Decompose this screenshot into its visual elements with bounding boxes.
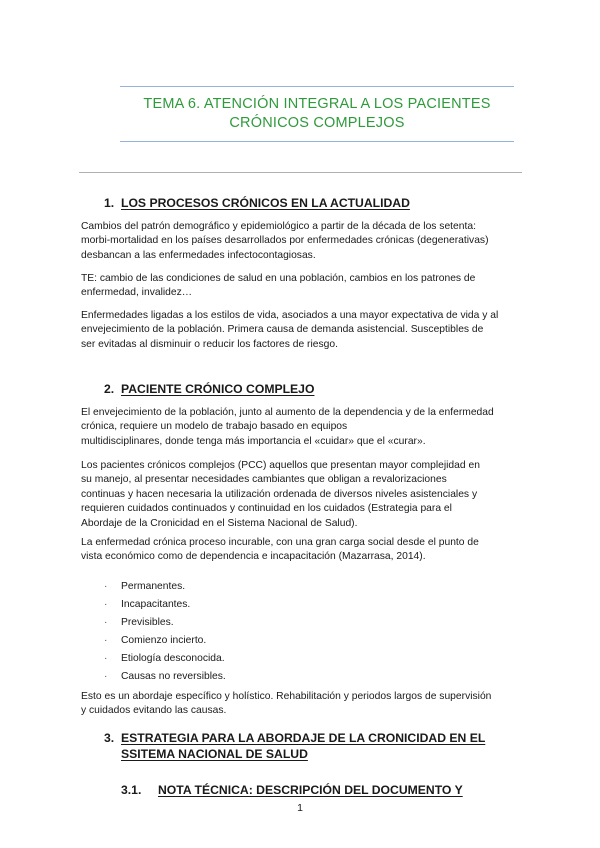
paragraph-line: Los pacientes crónicos complejos (PCC) aquellos que presentan mayor complejidad en	[81, 460, 480, 471]
bullet-icon: ·	[104, 599, 108, 610]
subsection-3-1-number: 3.1.	[121, 783, 142, 797]
title-top-rule	[120, 86, 514, 87]
list-item-text: Permanentes.	[121, 581, 186, 592]
bullet-icon: ·	[104, 653, 108, 664]
paragraph-3	[81, 309, 521, 352]
section-2-heading	[104, 382, 314, 396]
paragraph-4	[81, 406, 521, 449]
paragraph-5	[81, 459, 521, 531]
list-item	[104, 614, 226, 632]
list-item	[104, 632, 226, 650]
paragraph-line: crónica, requiere un modelo de trabajo basado en equipos	[81, 421, 348, 433]
page-number: 1	[297, 802, 303, 814]
paragraph-line: morbi-mortalidad en los países desarrollados por enfermedades crónicas (degenerativas)	[81, 235, 489, 247]
paragraph-line: y cuidados evitando las causas.	[81, 705, 227, 717]
list-item	[104, 596, 226, 614]
list-item-text: Previsibles.	[121, 617, 174, 628]
section-1-number: 1.	[104, 196, 115, 210]
paragraph-line: multidisciplinares, donde tenga más importancia el «cuidar» que el «curar».	[81, 435, 426, 447]
section-2-title: PACIENTE CRÓNICO COMPLEJO	[121, 382, 315, 396]
list-item	[104, 650, 226, 668]
list-item	[104, 668, 226, 686]
title-line-2: CRÓNICOS COMPLEJOS	[229, 115, 405, 131]
paragraph-2	[81, 272, 521, 301]
bullet-icon: ·	[104, 617, 108, 628]
paragraph-1	[81, 220, 521, 263]
paragraph-line: ser evitadas al disminuir o reducir los factores de riesgo.	[81, 338, 338, 350]
section-3-title-line-2: SSITEMA NACIONAL DE SALUD	[121, 747, 308, 761]
list-item-text: Comienzo incierto.	[121, 635, 207, 646]
paragraph-line: La enfermedad crónica proceso incurable, con una gran carga social desde el punto de	[81, 537, 479, 548]
title-line-1: TEMA 6. ATENCIÓN INTEGRAL A LOS PACIENTES	[143, 96, 491, 112]
section-3-number: 3.	[104, 731, 115, 745]
bullet-icon: ·	[104, 581, 108, 592]
paragraph-line: su manejo, al presentar necesidades cambiantes que obligan a revalorizaciones	[81, 474, 447, 486]
paragraph-line: envejecimiento de la población. Primera causa de demanda asistencial. Susceptibles de	[81, 324, 484, 336]
subsection-3-1-heading	[121, 783, 463, 797]
paragraph-line: Abordaje de la Cronicidad en el Sistema Nacional de Salud).	[81, 517, 358, 529]
characteristics-list	[104, 578, 226, 686]
list-item-text: Causas no reversibles.	[121, 671, 226, 682]
bullet-icon: ·	[104, 635, 108, 646]
section-1-title: LOS PROCESOS CRÓNICOS EN LA ACTUALIDAD	[121, 196, 410, 210]
paragraph-line: TE: cambio de las condiciones de salud en una población, cambios en los patrones de	[81, 273, 476, 284]
section-2-number: 2.	[104, 382, 115, 396]
title-bottom-rule	[120, 141, 514, 142]
paragraph-7	[81, 690, 521, 719]
paragraph-line: desbancan a las enfermedades infectocontagiosas.	[81, 249, 316, 261]
paragraph-line: Enfermedades ligadas a los estilos de vida, asociados a una mayor expectativa de vida y al	[81, 310, 499, 321]
section-divider	[79, 172, 522, 173]
paragraph-line: Esto es un abordaje específico y holístico. Rehabilitación y periodos largos de supervisión	[81, 691, 492, 702]
paragraph-line: enfermedad, invalidez…	[81, 287, 193, 299]
list-item-text: Incapacitantes.	[121, 599, 191, 610]
bullet-icon: ·	[104, 671, 108, 682]
section-1-heading	[104, 196, 410, 210]
paragraph-line: Cambios del patrón demográfico y epidemiológico a partir de la década de los setenta:	[81, 221, 476, 232]
paragraph-line: El envejecimiento de la población, junto al aumento de la dependencia y de la enfermedad	[81, 407, 494, 418]
section-3-title-line-1: ESTRATEGIA PARA LA ABORDAJE DE LA CRONICIDAD EN EL	[121, 731, 486, 745]
subsection-3-1-title: NOTA TÉCNICA: DESCRIPCIÓN DEL DOCUMENTO Y	[158, 783, 463, 797]
paragraph-line: vista económico como de dependencia e incapacitación (Mazarrasa, 2014).	[81, 551, 426, 563]
list-item-text: Etiología desconocida.	[121, 653, 225, 664]
section-3-heading	[104, 730, 485, 762]
document-title	[120, 95, 514, 133]
list-item	[104, 578, 226, 596]
paragraph-line: requieren cuidados continuados y continuidad en los cuidados (Estrategia para el	[81, 503, 452, 515]
paragraph-6	[81, 536, 521, 565]
paragraph-line: continuas y hacen necesaria la utilización ordenada de diversos niveles asistenciales y	[81, 488, 478, 500]
